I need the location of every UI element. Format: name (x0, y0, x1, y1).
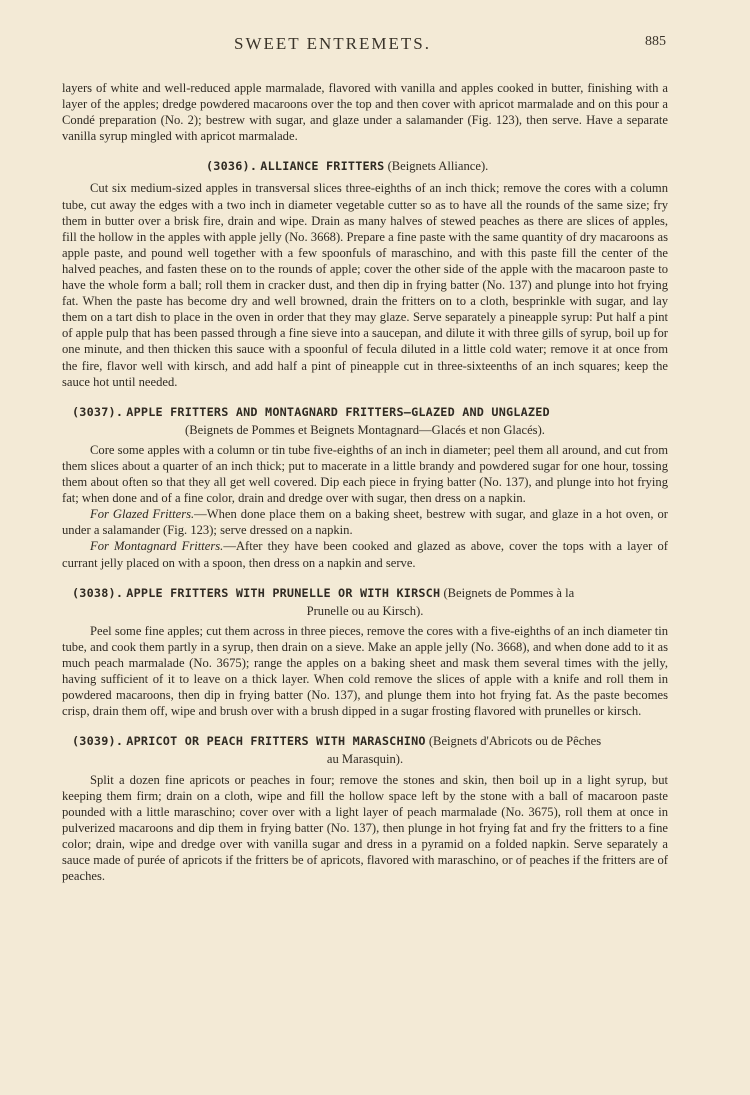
recipe-heading (62, 158, 668, 174)
intro-paragraph: layers of white and well-reduced apple marmalade, flavored with vanilla and apples cooked in butter, finishing with a layer of the apples; dredge powdered macaroons over the top and then cover with apricot marmalade and on this pour a Condé preparation (No. 2); bestrew with sugar, and glaze under a salamander (Fig. 123), then serve. Have a separate vanilla syrup mingled with apricot marmalade. (62, 81, 668, 144)
variant-text: —After they have been cooked and glazed as above, cover the tops with a layer of currant jelly placed on with a spoon, then dress on a napkin and serve. (62, 539, 668, 570)
recipe-title: APPLE FRITTERS WITH PRUNELLE OR WITH KIRSCH (126, 585, 441, 600)
recipe-heading (62, 585, 668, 601)
running-title: SWEET ENTREMETS. (234, 34, 431, 53)
variant-label: For Montagnard Fritters. (90, 539, 224, 554)
page-number: 885 (645, 34, 666, 49)
recipe-french-title-part2: Prunelle ou au Kirsch). (306, 603, 424, 618)
recipe-number: (3039). (72, 734, 124, 749)
recipe-heading (62, 404, 668, 420)
recipe-french-title: (Beignets de Pommes et Beignets Montagnard—Glacés et non Glacés). (185, 422, 545, 437)
recipe-french-title: (Beignets Alliance). (387, 159, 489, 174)
page-header (0, 34, 750, 56)
recipe-variant (62, 506, 668, 538)
variant-label: For Glazed Fritters. (90, 507, 195, 522)
variant-text: —When done place them on a baking sheet, bestrew with sugar, and glaze in a hot oven, or under a salamander (Fig. 123); serve dressed on a napkin. (62, 507, 668, 538)
recipe-body: Core some apples with a column or tin tube five-eighths of an inch in diameter; peel them all around, and cut from them slices about a quarter of an inch thick; put to macerate in a little brandy and powdered sugar for one hour, tossing them about often so that they all get well covered. Dip each piece in frying batter (No. 137), and plunge into hot frying fat; when done and of a fine color, drain and dredge over with sugar, then dress on a napkin. (62, 442, 668, 506)
recipe-french-title-part1: (Beignets de Pommes à la (443, 585, 575, 600)
recipe-3037 (62, 404, 668, 571)
page-body (62, 80, 668, 884)
recipe-3038 (62, 585, 668, 720)
recipe-title: ALLIANCE FRITTERS (260, 159, 385, 174)
recipe-body: Peel some fine apples; cut them across in three pieces, remove the cores with a five-eighths of an inch diameter tin tube, and cook them partly in a syrup, then drain on a sieve. Make an apple jelly (No. 3668), and when done add to it as much peach marmalade (No. 3675); range the apples on a baking sheet and mask them several times with the jelly, having sufficient of it to leave on a thick layer. When cold remove the slices of apple with a knife and roll them in powdered macaroons, then dip in frying batter (No. 137), and plunge them into hot frying fat. As the paste becomes crisp, drain them off, wipe and brush over with a brush dipped in a sugar frosting flavored with prunelles or kirsch. (62, 623, 668, 719)
recipe-3039 (62, 733, 668, 884)
recipe-variant (62, 538, 668, 570)
recipe-heading (62, 733, 668, 749)
recipe-body: Cut six medium-sized apples in transversal slices three-eighths of an inch thick; remove the cores with a column tube, cut away the edges with a two inch in diameter vegetable cutter so as to have all the rounds of the same size; fry them in butter over a brisk fire, drain and wipe. Drain as many halves of stewed peaches as there are slices of apples, fill the hollow in the apples with apple jelly (No. 3668). Prepare a fine paste with the same quantity of dry macaroons as apple paste, and pound well together with a few spoonfuls of maraschino, and with this paste fill the center of the halved peaches, and fasten these on to the rounds of apple; cover the other side of the apple with the macaroon paste to have the whole form a ball; roll them in cracker dust, and then dip in frying batter (No. 137) and plunge into hot frying fat. When the paste has become dry and well browned, drain the fritters on to a cloth, besprinkle with sugar, and lay them on a tart dish to place in the oven in order that they may glaze. Serve separately a pineapple syrup: Put half a pint of apple pulp that has been passed through a fine sieve into a saucepan, and dilute it with three gills of syrup, boil up for one minute, and then thicken this sauce with a spoonful of fecula diluted in a little cold water; remove it at once from the fire, flavor well with kirsch, and add half a pint of pineapple cut in three-sixteenths of an inch squares; keep the sauce hot until needed. (62, 181, 668, 389)
recipe-3036 (62, 158, 668, 389)
recipe-number: (3036). (206, 159, 258, 174)
recipe-title: APRICOT OR PEACH FRITTERS WITH MARASCHINO (126, 734, 426, 749)
recipe-french-title-part1: (Beignets d'Abricots ou de Pêches (428, 734, 602, 749)
recipe-number: (3038). (72, 585, 124, 600)
recipe-title: APPLE FRITTERS AND MONTAGNARD FRITTERS—GLAZED AND UNGLAZED (126, 404, 550, 419)
recipe-number: (3037). (72, 404, 124, 419)
recipe-body: Split a dozen fine apricots or peaches in four; remove the stones and skin, then boil up in a light syrup, but keeping them firm; drain on a cloth, wipe and fill the hollow space left by the stone with a ball of macaroon paste pounded with a little maraschino; cover over with a light layer of peach marmalade (No. 3675), roll them at once in pulverized macaroons and dip them in frying batter (No. 137), then plunge in hot frying fat and fry the fritters to a fine color; drain, wipe and dredge over with vanilla sugar and dress in a pyramid on a folded napkin. Serve separately a sauce made of purée of apricots if the fritters be of apricots, flavored with maraschino, or of peaches if the fritters are of peaches. (62, 772, 668, 884)
recipe-french-title-part2: au Marasquin). (326, 752, 404, 767)
